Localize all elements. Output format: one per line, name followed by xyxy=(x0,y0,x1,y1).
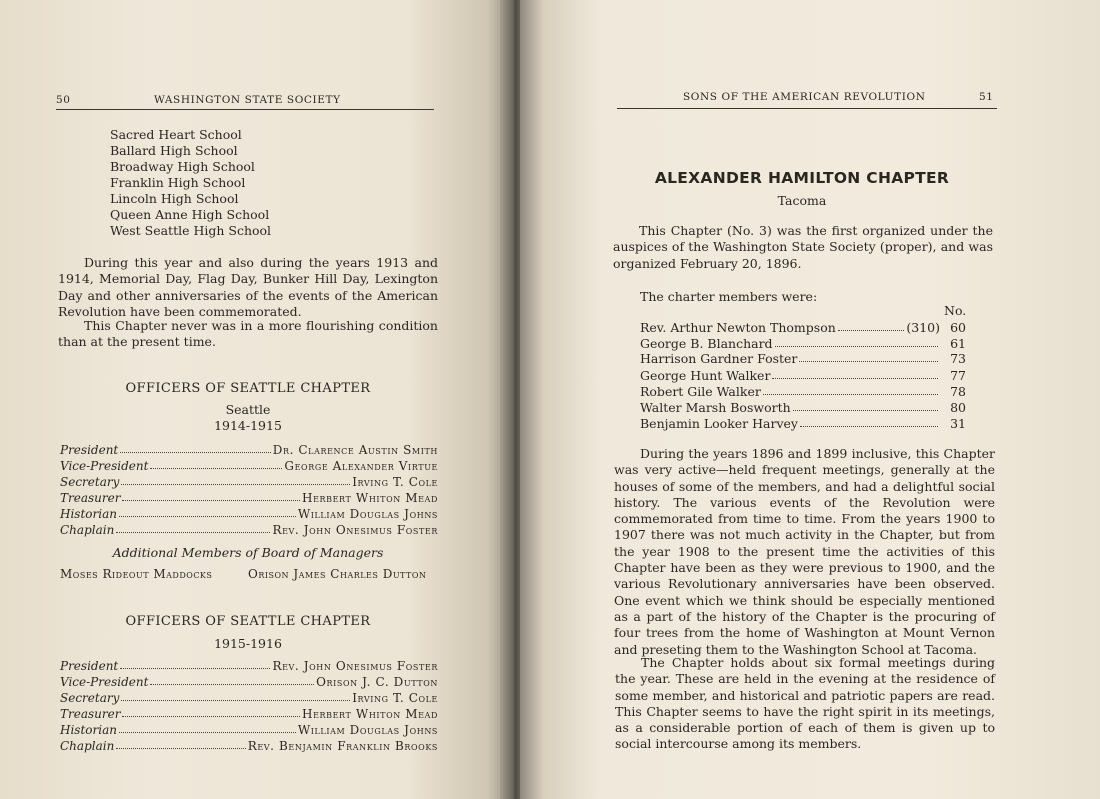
officer-name: Orison J. C. Dutton xyxy=(316,675,438,689)
officer-name: Herbert Whiton Mead xyxy=(302,491,438,505)
officer-row xyxy=(60,673,438,689)
officer-row xyxy=(60,457,438,473)
chapter-history-paragraph: During the years 1896 and 1899 inclusive, this Chapter was very active—held frequent meetings, generally at the houses of some of the members, and had a delightful social history. The various events of the Revolution were commemorated from time to time. From the years 1900 to 1907 there was not much activity in the Chapter, but from the year 1908 to the present time the activities of this Chapter have been as they were previous to 1900, and the various Revolutionary anniversaries have been observed. One event which we think should be especially mentioned as a part of the history of the Chapter is the procuring of four trees from the home of Washington at Mount Vernon and preseting them to the Washington School at Tacoma. xyxy=(614,446,995,657)
member-number: 77 xyxy=(950,368,966,383)
officer-role: Chaplain xyxy=(60,523,115,537)
chapter-title: ALEXANDER HAMILTON CHAPTER xyxy=(654,169,950,187)
officer-name: Dr. Clarence Austin Smith xyxy=(272,443,438,457)
officers-years-1915: 1915-1916 xyxy=(214,636,282,651)
officer-role: Vice-President xyxy=(60,459,149,473)
officer-role: Treasurer xyxy=(60,491,121,505)
officer-role: Treasurer xyxy=(60,707,121,721)
officer-row xyxy=(60,721,438,737)
chapter-place: Tacoma xyxy=(777,193,827,208)
additional-members-heading: Additional Members of Board of Managers xyxy=(112,545,384,560)
member-row xyxy=(640,367,966,383)
member-number-heading: No. xyxy=(944,303,967,318)
additional-member: Moses Rideout Maddocks xyxy=(60,567,213,581)
school-item: Sacred Heart School xyxy=(110,127,242,142)
officer-name: Rev. Benjamin Franklin Brooks xyxy=(247,739,438,753)
member-name: Benjamin Looker Harvey xyxy=(640,416,798,431)
member-number: 73 xyxy=(950,351,966,366)
officer-row xyxy=(60,689,438,705)
officers-place: Seattle xyxy=(225,402,271,417)
member-number: 80 xyxy=(950,400,966,415)
officer-name: William Douglas Johns xyxy=(297,723,438,737)
member-name: Harrison Gardner Foster xyxy=(640,351,798,366)
officer-row xyxy=(60,705,438,721)
officer-role: President xyxy=(60,659,119,673)
officer-role: Historian xyxy=(60,507,117,521)
member-name: George Hunt Walker xyxy=(640,368,771,383)
left-paragraph-1: During this year and also during the years 1913 and 1914, Memorial Day, Flag Day, Bunker Hill Day, Lexington Day and other anniversaries of the events of the American Revolution have been commemorated. xyxy=(58,255,438,319)
school-item: Lincoln High School xyxy=(110,191,239,206)
member-row xyxy=(640,335,966,351)
member-number: 61 xyxy=(950,336,966,351)
member-name: George B. Blanchard xyxy=(640,336,773,351)
member-row xyxy=(640,399,966,415)
officer-role: Historian xyxy=(60,723,117,737)
school-item: Queen Anne High School xyxy=(110,207,270,222)
officer-role: Vice-President xyxy=(60,675,149,689)
officer-role: Secretary xyxy=(60,691,120,705)
chapter-intro: This Chapter (No. 3) was the first organized under the auspices of the Washington State Society (proper), and was organized February 20, 1896. xyxy=(613,223,993,271)
officer-name: George Alexander Virtue xyxy=(284,459,438,473)
officers-heading-1915: OFFICERS OF SEATTLE CHAPTER xyxy=(125,614,371,629)
officer-name: Herbert Whiton Mead xyxy=(302,707,438,721)
member-row xyxy=(640,350,966,366)
officer-role: Secretary xyxy=(60,475,120,489)
member-note: (310) xyxy=(906,320,940,335)
officer-name: William Douglas Johns xyxy=(297,507,438,521)
officer-row xyxy=(60,657,438,673)
school-item: Franklin High School xyxy=(110,175,246,190)
member-number: 60 xyxy=(950,320,966,335)
officer-name: Rev. John Onesimus Foster xyxy=(272,659,438,673)
school-item: Broadway High School xyxy=(110,159,255,174)
officer-row xyxy=(60,489,438,505)
right-header-rule xyxy=(617,108,997,109)
left-header-rule xyxy=(56,109,434,110)
member-name: Walter Marsh Bosworth xyxy=(640,400,791,415)
member-number: 78 xyxy=(950,384,966,399)
officer-row xyxy=(60,473,438,489)
left-page-number: 50 xyxy=(56,94,71,106)
officer-row xyxy=(60,505,438,521)
member-row xyxy=(640,319,966,335)
school-item: West Seattle High School xyxy=(110,223,272,238)
chapter-meetings-paragraph: The Chapter holds about six formal meetings during the year. These are held in the evening at the residence of some member, and historical and patriotic papers are read. This Chapter seems to have the right spirit in its meetings, as a considerable portion of each of them is given up to social intercourse among its members. xyxy=(615,655,995,752)
member-number: 31 xyxy=(950,416,966,431)
officers-years-1914: 1914-1915 xyxy=(214,418,282,433)
member-name: Robert Gile Walker xyxy=(640,384,761,399)
charter-intro: The charter members were: xyxy=(640,289,818,304)
member-name: Rev. Arthur Newton Thompson xyxy=(640,320,836,335)
right-running-head: SONS OF THE AMERICAN REVOLUTION xyxy=(683,91,926,103)
officer-role: Chaplain xyxy=(60,739,115,753)
left-paragraph-2: This Chapter never was in a more flourishing condition than at the present time. xyxy=(58,318,438,350)
member-row xyxy=(640,415,966,431)
officer-row xyxy=(60,521,438,537)
right-page-number: 51 xyxy=(979,91,994,103)
officer-row xyxy=(60,441,438,457)
school-item: Ballard High School xyxy=(110,143,238,158)
officer-name: Irving T. Cole xyxy=(352,691,438,705)
officers-heading-1914: OFFICERS OF SEATTLE CHAPTER xyxy=(125,381,371,396)
additional-member: Orison James Charles Dutton xyxy=(248,567,427,581)
officer-name: Rev. John Onesimus Foster xyxy=(272,523,438,537)
officer-name: Irving T. Cole xyxy=(352,475,438,489)
officer-row xyxy=(60,737,438,753)
left-running-head: WASHINGTON STATE SOCIETY xyxy=(154,94,341,106)
officer-role: President xyxy=(60,443,119,457)
member-row xyxy=(640,383,966,399)
